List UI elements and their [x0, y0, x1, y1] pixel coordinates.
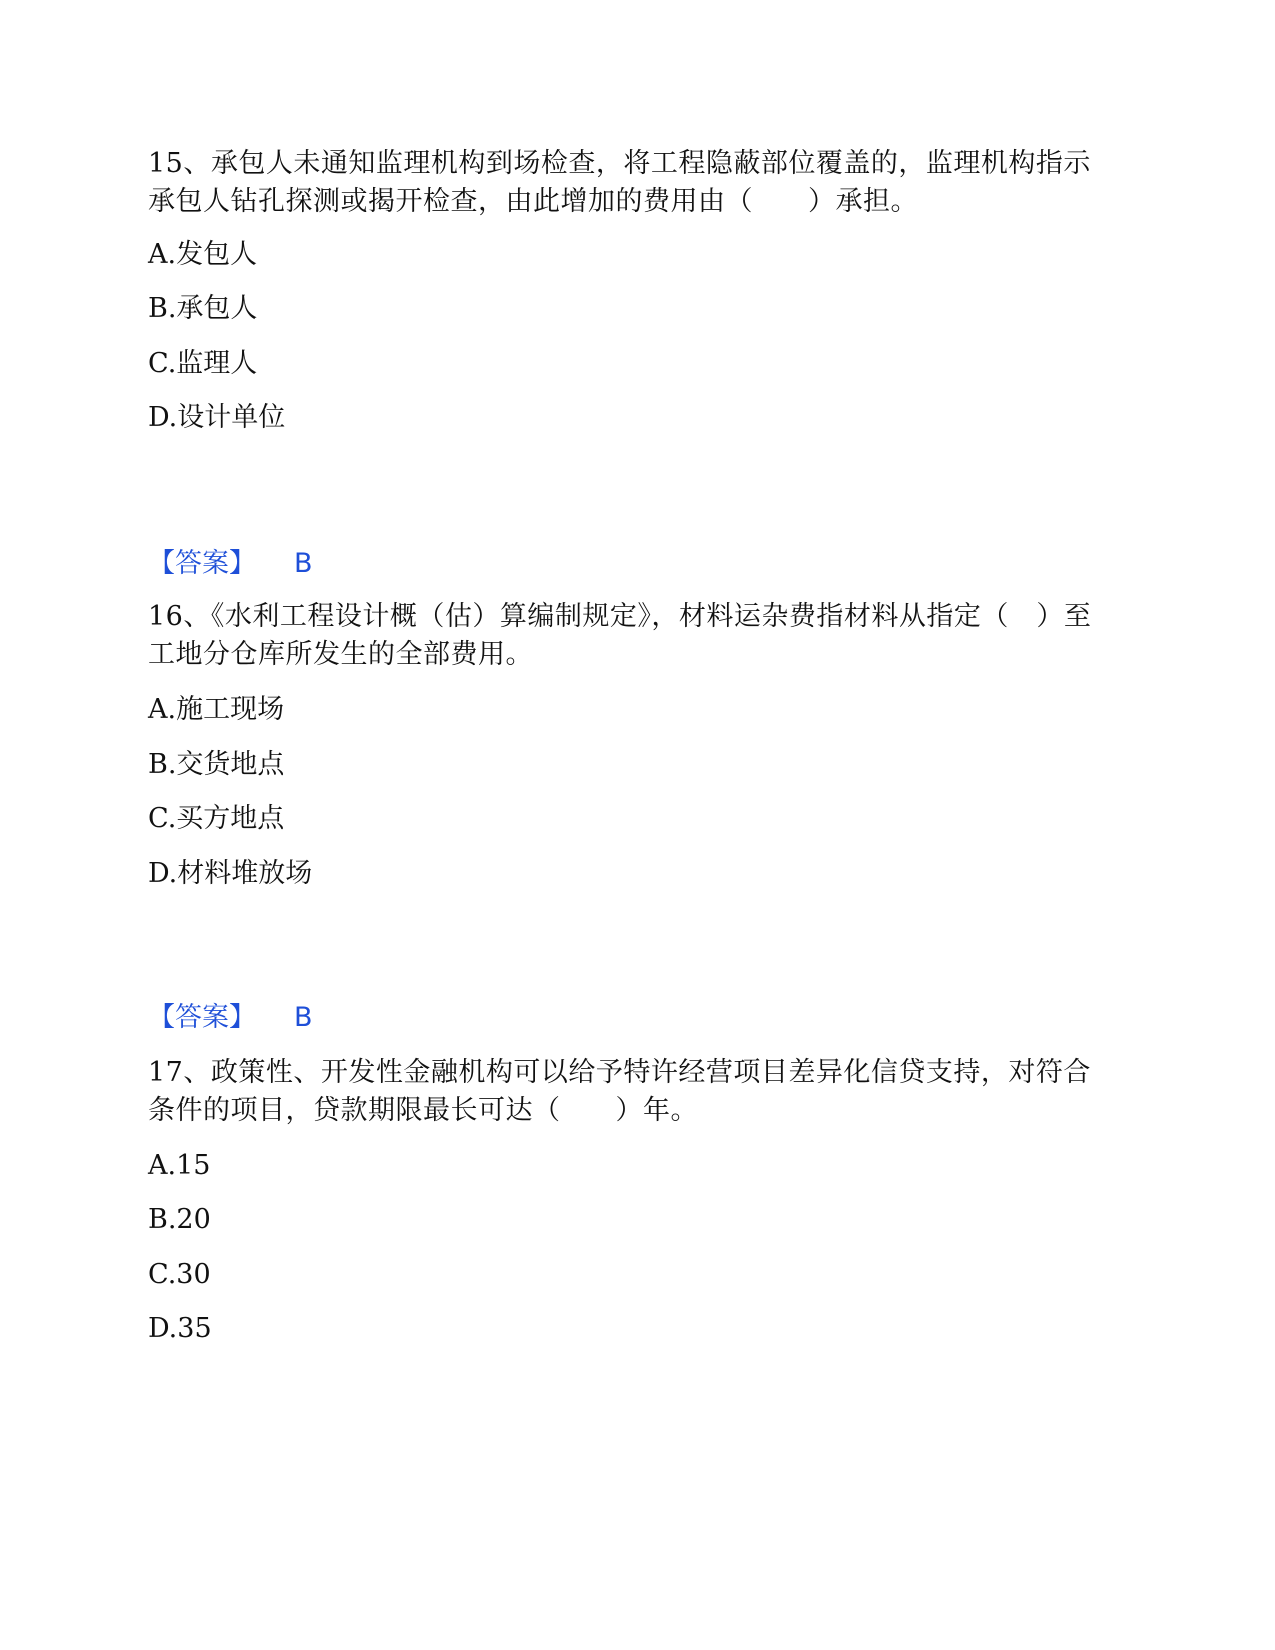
question-17-option-a: A.15	[148, 1150, 211, 1181]
answer-label: 【答案】	[148, 1002, 256, 1033]
question-15-option-a: A.发包人	[148, 239, 258, 270]
question-16-option-c: C.买方地点	[148, 803, 285, 834]
question-15-answer	[148, 545, 313, 583]
question-17-option-d: D.35	[148, 1313, 212, 1344]
question-17-option-c: C.30	[148, 1259, 211, 1290]
answer-value: B	[294, 1002, 313, 1033]
question-16-option-d: D.材料堆放场	[148, 858, 313, 889]
question-17-option-b: B.20	[148, 1204, 211, 1235]
answer-label: 【答案】	[148, 548, 256, 579]
question-16-answer	[148, 999, 313, 1037]
question-15-text: 15、承包人未通知监理机构到场检查，将工程隐蔽部位覆盖的，监理机构指示承包人钻孔探测或揭开检查，由此增加的费用由（ ）承担。	[148, 148, 1091, 217]
question-16-option-b: B.交货地点	[148, 749, 285, 780]
question-15-option-c: C.监理人	[148, 348, 258, 379]
question-15-option-d: D.设计单位	[148, 402, 286, 433]
question-16-option-a: A.施工现场	[148, 694, 285, 725]
question-16-text: 16、《水利工程设计概（估）算编制规定》，材料运杂费指材料从指定（ ）至工地分仓库所发生的全部费用。	[148, 601, 1092, 670]
question-15-option-b: B.承包人	[148, 293, 258, 324]
question-17-text: 17、政策性、开发性金融机构可以给予特许经营项目差异化信贷支持，对符合条件的项目，贷款期限最长可达（ ）年。	[148, 1057, 1091, 1126]
answer-value: B	[294, 548, 313, 579]
